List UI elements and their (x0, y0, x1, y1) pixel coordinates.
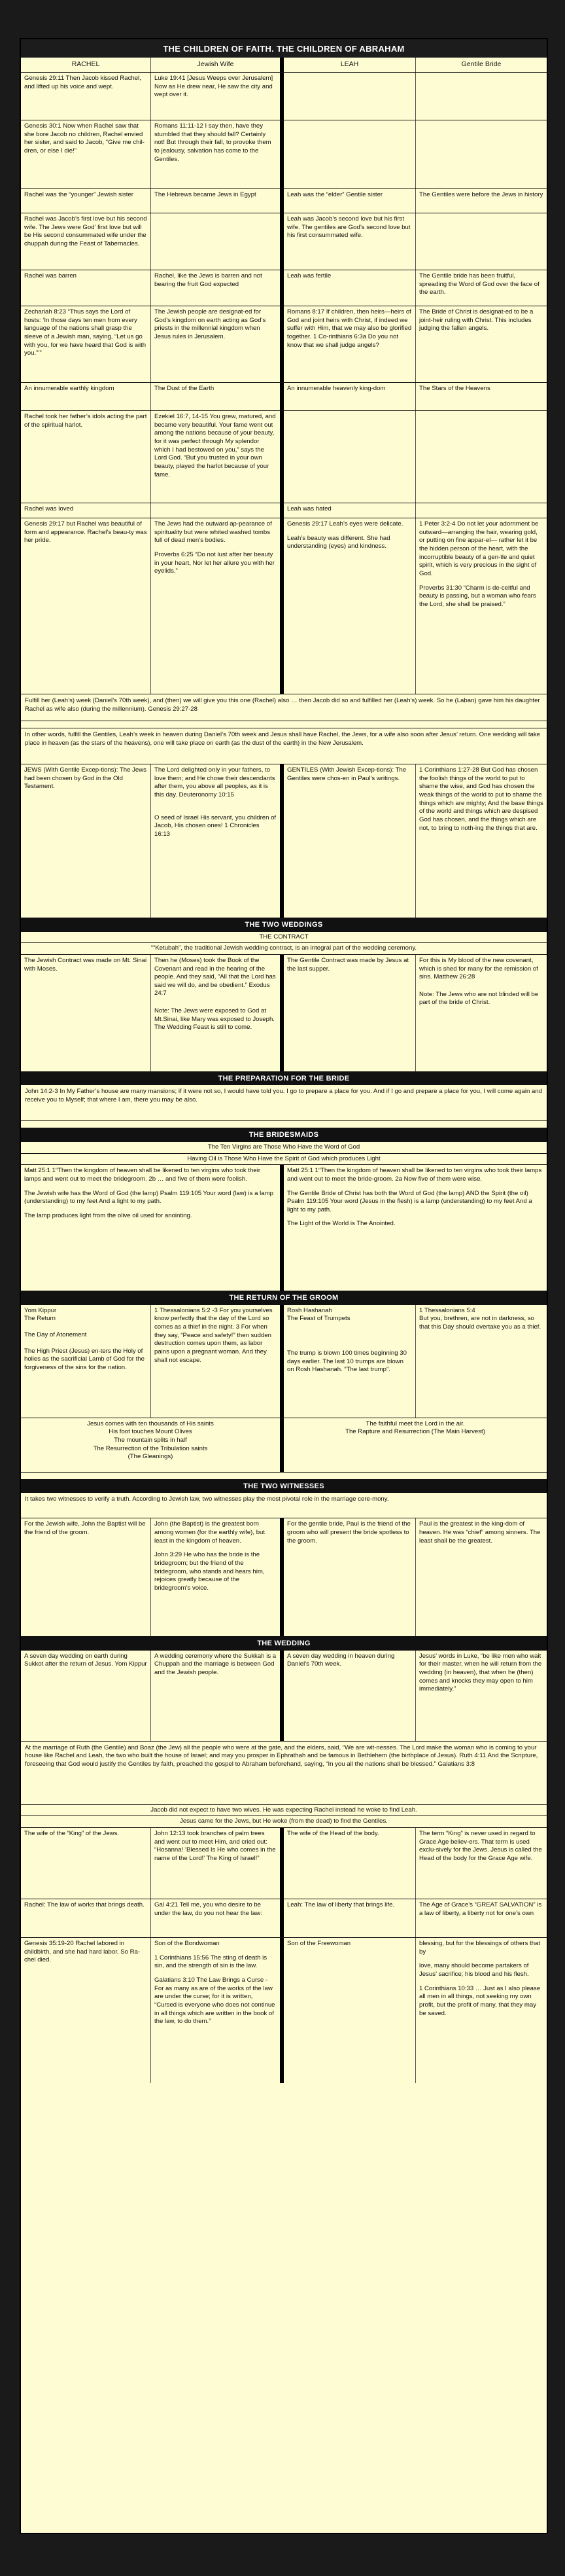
rachel-died: Genesis 35:19-20 Rachel labored in childbirth, and she had hard labor. So Ra-chel died. (24, 1940, 141, 1964)
leah-cell: Leah was fertile (287, 272, 332, 280)
heaven-wedding: A seven day wedding in heaven during Daniel’s 70th week. (287, 1652, 395, 1668)
rosh-hashanah-cell (284, 1305, 415, 1418)
return-lists-row (21, 1418, 547, 1473)
jewish-wife-cell: The Jewish people are designat-ed for God’s kingdom on earth acting as God’s priests in the millennial kingdom when Jesus rules in Jerusalem. (150, 306, 280, 382)
bridesmaids-row (21, 1165, 547, 1291)
jacob-two-wives: Jacob did not expect to have two wives. He was expecting Rachel instead he woke to find Leah. (21, 1805, 547, 1817)
gentile-bride-cell: The Bride of Christ is designat-ed to be a joint-heir ruling with Christ. This includes judging the fallen angels. (415, 306, 547, 382)
jewish-lamp-text: The Jewish wife has the Word of God (the lamp) Psalm 119:105 Your word (law) is a lamp (understanding) to my feet And a light to my path. (24, 1189, 273, 1206)
ketubah-text: ““Ketubah”, the traditional Jewish wedding contract, is an integral part of the wedding ceremony. (21, 943, 547, 955)
comparison-row (21, 270, 547, 306)
head-of-body: The wife of the Head of the body. (287, 1830, 379, 1838)
rachel-cell: An innumerable earthly kingdom (24, 385, 114, 393)
comparison-row (21, 503, 547, 518)
comparison-row (21, 306, 547, 383)
sinai-note: Note: The Jews were exposed to God at Mt.Sinai, like Mary was exposed to Joseph. The Wedding Feast is still to come. (154, 1007, 275, 1031)
foolish-virgins (21, 1165, 280, 1291)
header-gentile-bride: Gentile Bride (415, 58, 547, 72)
having-oil-text: Having Oil is Those Who Have the Spirit of God which produces Light (21, 1154, 547, 1166)
jewish-wife-cell (150, 503, 280, 518)
bondwoman-cell (150, 1938, 280, 2083)
high-priest-text: The High Priest (Jesus) en-ters the Holy of holies as the sacrificial Lamb of God for the forgiveness of the sins for the nation. (24, 1347, 145, 1371)
rapture-main-harvest: The Rapture and Resurrection (The Main Harvest) (345, 1428, 485, 1436)
rachel-cell: Genesis 30:1 Now when Rachel saw that she bore Jacob no children, Rachel envied her sister, and said to Jacob, “Give me chil-dren, or else I die!” (24, 122, 145, 154)
witnesses-band: THE TWO WITNESSES (21, 1480, 547, 1494)
thessalonians-5-4-cell (415, 1305, 547, 1418)
header-rachel: RACHEL (21, 58, 150, 72)
gentile-beauty (415, 518, 547, 694)
whited-tombs-text: The Jews had the outward ap-pearance of spirituality but were whited washed tombs full of dead men’s bodies. (154, 520, 272, 545)
paul-friend: For the gentile bride, Paul is the friend of the groom who will present the bride spotless to the groom. (287, 1520, 411, 1545)
preparation-band: THE PREPARATION FOR THE BRIDE (21, 1072, 547, 1086)
gentile-bride-cell (415, 411, 547, 503)
column-headers (21, 58, 547, 73)
gentile-lamp-text: The Gentile Bride of Christ has both the Word of God (the lamp) AND the Spirit (the oil) Psalm 119:105 Your word (Jesus in the flesh) is a lamp (understanding) to my feet And a light to my path. (287, 1189, 532, 1213)
comparison-rows (21, 73, 547, 518)
jewish-wife-cell: Rachel, like the Jews is barren and not bearing the fruit God expected (150, 270, 280, 306)
rachel-cell: Rachel was the “younger” Jewish sister (24, 191, 133, 199)
leah-cell (284, 120, 415, 188)
luke-wedding: Jesus’ words in Luke, “be like men who wait for their master, when he will return from the wedding (in heaven), that when he (then) comes and knocks they may open to him immediately.” (415, 1651, 547, 1741)
rachel-cell: Rachel was loved (24, 505, 74, 513)
leah-cell: An innumerable heavenly king-dom (287, 385, 386, 393)
law-row (21, 1899, 547, 1938)
thessalonians-5-4: 1 Thessalonians 5:4 (419, 1306, 475, 1314)
king-term: The term “King” is never used in regard to Grace Age believ-ers. That term is used exclu-sively for the Jews. Jesus is called the Head of the body for the Grace Age wife. (415, 1828, 547, 1899)
ruth-boaz-text: At the marriage of Ruth (the Gentile) and Boaz (the Jew) all the people who were at the gate, and the elders, said, “We are wit-nesses. The Lord make the woman who is coming to your house like Rachel and Leah, the two who built the house of Israel; and may you prosper in Ephrathah and be famous in Bethlehem (the birthplace of Jesus). Ruth 4:11 And the Scripture, foreseeing that God would justify the Gentiles by faith, preached the gospel to Abraham beforehand, saying, “In you all the nations shall be blessed.” Galatians 3:8 (25, 1744, 538, 1768)
feast-of-trumpets: The Feast of Trumpets (287, 1315, 351, 1323)
gentile-bride-cell: The Gentiles were before the Jews in history (415, 189, 547, 213)
leah-cell: Leah was the “elder” Gentile sister (287, 191, 383, 199)
gentile-bride-cell: The Gentile bride has been fruitful, spreading the Word of God over the face of the earth. (415, 270, 547, 306)
matt-25-wise: Matt 25:1 1“Then the kingdom of heaven shall be likened to ten virgins who took their lamps and went out to meet the bride-groom. 2a Now five of them were wise. (287, 1167, 542, 1183)
gentile-exception: 1 Corinthians 1:27-28 But God has chosen the foolish things of the world to put to shame the wise, and God has chosen the weak things of the world to put to shame the things which are mighty; And the base things of the world and things which are despised God has chosen, and the things which are not, to bring to noth-ing the things that are. (415, 764, 547, 918)
thessalonians-5-2: 1 Thessalonians 5:2 -3 For you yourselves know perfectly that the day of the Lord so comes as a thief in the night. 3 For when they say, “Peace and safety!” then sudden destruction comes upon them, as labor pains upon a pregnant woman. And they shall not escape. (150, 1305, 280, 1418)
matt-25-foolish: Matt 25:1 1“Then the kingdom of heaven shall be likened to ten virgins who took their lamps and went out to meet the bridegroom. 2b … and five of them were foolish. (24, 1167, 261, 1183)
ruth-boaz-row (21, 1742, 547, 1805)
fulfill-week-row (21, 694, 547, 721)
page-title: THE CHILDREN OF FAITH. THE CHILDREN OF ABRAHAM (21, 39, 547, 58)
chronicles-text: O seed of Israel His servant, you children of Jacob, His chosen ones! 1 Chronicles 16:13 (154, 814, 277, 838)
gal-4-21: Gal 4:21 Tell me, you who desire to be under the law, do you not hear the law: (150, 1899, 280, 1937)
cor-10-33: 1 Corinthians 10:33 … Just as I also please all men in all things, not seeking my own profit, but the profit of many, that they may be saved. (419, 1984, 541, 2017)
gentile-bride-cell: The Stars of the Heavens (415, 383, 547, 410)
john-3-29-text: John 3:29 He who has the bride is the bridegroom; but the friend of the bridegroom, who stands and hears him, rejoices greatly because of the bridegroom’s voice. (154, 1551, 265, 1592)
proverbs-31-text: Proverbs 31:30 “Charm is de-ceitful and beauty is passing, but a woman who fears the Lord, she shall be praised.” (419, 584, 536, 608)
ten-virgins-text: The Ten Virgins are Those Who Have the Word of God (21, 1142, 547, 1154)
john-14-text: John 14:2-3 In My Father’s house are many mansions; if it were not so, I would have told you. I go to prepare a place for you. And if I go and prepare a place for you, I will come again and receive you to Myself; that where I am, there you may be also. (25, 1088, 543, 1104)
john-12-13: John 12:13 took branches of palm trees and went out to meet Him, and cried out: “Hosanna! ‘Blessed Is He who comes in the name of the Lord!’ The King of Israel!” (150, 1828, 280, 1899)
comparison-row (21, 120, 547, 189)
deuteronomy-text: The Lord delighted only in your fathers, to love them; and He chose their descendants after them, you above all peoples, as it is this day. Deuteronomy 10:15 (154, 766, 275, 798)
the-return: The Return (24, 1315, 56, 1323)
rachel-beauty-text: Genesis 29:17 but Rachel was beautiful of form and appearance. Rachel’s beau-ty was her pride. (24, 520, 147, 545)
jewish-contract (150, 955, 280, 1071)
header-leah: LEAH (284, 58, 415, 72)
blessing-text: blessing, but for the blessings of others that by (419, 1940, 541, 1956)
gentile-bride-cell (415, 213, 547, 270)
jewish-wife-cell: Luke 19:41 [Jesus Weeps over Jerusalem] Now as He drew near, He saw the city and wept over it. (150, 73, 280, 120)
leah-eyes-text: Genesis 29:17 Leah’s eyes were delicate. (287, 520, 403, 528)
proverbs-6-25-text: Proverbs 6:25 “Do not lust after her beauty in your heart, Nor let her allure you with her eyelids.” (154, 550, 275, 575)
john-baptist-cell (150, 1518, 280, 1636)
contract-heading: THE CONTRACT (21, 932, 547, 944)
gentile-bride-cell (415, 503, 547, 518)
jewish-wife-cell (150, 213, 280, 270)
preparation-row (21, 1085, 547, 1121)
exodus-text: Then he (Moses) took the Book of the Covenant and read in the hearing of the people. And they said, “All that the Lord has said we will do, and be obedient.” Exodus 24:7 (154, 956, 276, 997)
rachel-cell: Rachel was barren (24, 272, 77, 280)
rachel-cell: Zechariah 8:23 “Thus says the Lord of hosts: ‘In those days ten men from every language of the nations shall grasp the sleeve of a Jewish man, saying, “Let us go with you, for we have heard that God is with you.”’” (24, 308, 146, 357)
groom-row (21, 1305, 547, 1418)
day-of-atonement: The Day of Atonement (24, 1331, 87, 1339)
law-of-works: Rachel: The law of works that brings death. (24, 1901, 145, 1909)
beauty-row (21, 518, 547, 694)
rapture-list (284, 1418, 547, 1472)
gleanings: (The Gleanings) (128, 1453, 173, 1461)
jewish-wife-cell: Ezekiel 16:7, 14-15 You grew, matured, and became very beautiful. Your fame went out among the nations because of your beauty, for it was perfect through My splendor which I had bestowed on you,” says the Lord God. “But you trusted in your own beauty, played the harlot because of your fame. (150, 411, 280, 503)
rachel-contract: The Jewish Contract was made on Mt. Sinai with Moses. (24, 956, 147, 973)
leah-contract: The Gentile Contract was made by Jesus at the last supper. (287, 956, 409, 973)
king-of-jews: The wife of the “King” of the Jews. (24, 1830, 120, 1838)
comparison-row (21, 383, 547, 411)
rachel-cell: Rachel took her father’s idols acting the part of the spiritual harlot. (24, 413, 147, 429)
gentile-bride-cell (415, 73, 547, 120)
second-coming-list (21, 1418, 280, 1472)
jewish-exception (150, 764, 280, 918)
leah-cell (284, 73, 415, 120)
leah-cell: Leah was Jacob’s second love but his first wife. The gentiles are God’s second love but his first consummated wife. (287, 215, 411, 240)
jewish-wife-cell: The Dust of the Earth (150, 383, 280, 410)
other-words-text: In other words, fulfill the Gentiles, Leah’s week in heaven during Daniel’s 70th week and Jesus shall have Rachel, the Jews, for a wife also soon after Jesus’ return. One wedding will take place in heaven (as the stars of the heavens), one will take place on earth (as the dust of the earth) in the New Jerusalem. (25, 731, 541, 747)
leah-beauty (284, 518, 415, 694)
not-in-darkness-text: But you, brethren, are not in darkness, so that this Day should overtake you as a thief. (419, 1315, 541, 1331)
leah-exception: GENTILES (With Jewish Excep-tions): The Gentiles were chos-en in Paul’s writings. (287, 766, 407, 782)
contract-row (21, 955, 547, 1072)
son-of-bondwoman: Son of the Bondwoman (154, 1940, 220, 1948)
great-salvation: The Age of Grace’s “GREAT SALVATION” is a law of liberty, a liberty not for one’s own (415, 1899, 547, 1937)
header-jewish-wife: Jewish Wife (150, 58, 280, 72)
bondwoman-row (21, 1938, 547, 2083)
comparison-row (21, 213, 547, 270)
mountain-splits: The mountain splits in half (114, 1437, 187, 1444)
gentile-bride-cell (415, 120, 547, 188)
tribulation-resurrection: The Resurrection of the Tribulation saints (93, 1444, 208, 1452)
groom-band: THE RETURN OF THE GROOM (21, 1291, 547, 1305)
leah-cell (284, 411, 415, 503)
yom-kippur-cell (21, 1305, 150, 1418)
leah-cell: Romans 8:17 If children, then heirs—heirs of God and joint heirs with Christ, if indeed we suffer with Him, that we may also be glorified together. 1 Co-rinthians 6:3a Do you not know that we shall judge angels? (287, 308, 412, 349)
comparison-row (21, 73, 547, 120)
comparison-sheet (20, 38, 548, 2534)
gal-3-10: Galatians 3:10 The Law Brings a Curse - For as many as are of the works of the law are under the curse; for it is written, “Cursed is everyone who does not continue in all things which are written in the book of the law, to do them.” (154, 1977, 275, 2026)
ten-thousands-saints: Jesus comes with ten thousands of His saints (87, 1420, 214, 1427)
blinded-note: Note: The Jews who are not blinded will be part of the bride of Christ. (419, 990, 539, 1007)
jewish-wife-cell: The Hebrews became Jews in Egypt (150, 189, 280, 213)
last-trump-text: The trump is blown 100 times beginning 30 days earlier. The last 10 trumps are blown on Rosh Hashanah. “The last trump”. (287, 1350, 407, 1374)
peter-3-text: 1 Peter 3:2-4 Do not let your adornment be outward—arranging the hair, wearing gold, or putting on fine appar-el— rather let it be the hidden person of the heart, with the incorruptible beauty of a gen-tle and quiet spirit, which is very precious in the sight of God. (419, 520, 539, 577)
john-greatest-text: John (the Baptist) is the greatest born among women (for the earthly wife), but least in the kingdom of heaven. (154, 1520, 265, 1545)
witnesses-intro-row (21, 1493, 547, 1518)
witnesses-row (21, 1518, 547, 1637)
john-baptist-friend: For the Jewish wife, John the Baptist will be the friend of the groom. (24, 1520, 146, 1536)
lamp-oil-text: The lamp produces light from the olive oil used for anointing. (24, 1211, 192, 1219)
exceptions-row (21, 764, 547, 918)
king-row (21, 1828, 547, 1899)
light-of-world-text: The Light of the World is The Anointed. (287, 1220, 396, 1228)
mount-olives: His foot touches Mount Olives (109, 1428, 192, 1436)
jewish-wife-cell: Romans 11:11-12 I say then, have they stumbled that they should fall? Certainly not! But through their fall, to provoke them to jealousy, salvation has come to the Gentiles. (150, 120, 280, 188)
rachel-cell: Genesis 29:11 Then Jacob kissed Rachel, and lifted up his voice and wept. (24, 75, 141, 90)
matthew-26-text: For this is My blood of the new covenant, which is shed for many for the remission of sins. Matthew 26:28 (419, 956, 538, 981)
jewish-beauty (150, 518, 280, 694)
law-of-liberty: Leah: The law of liberty that brings life. (287, 1901, 395, 1909)
blessing-cell (415, 1938, 547, 2083)
rachel-beauty (21, 518, 150, 694)
paul-greatest: Paul is the greatest in the king-dom of heaven. He was “chief” among sinners. The least shall be the greatest. (415, 1518, 547, 1636)
rosh-hashanah: Rosh Hashanah (287, 1306, 332, 1314)
jesus-gentiles: Jesus came for the Jews, but He woke (from the dead) to find the Gentiles. (21, 1816, 547, 1828)
two-witnesses-text: It takes two witnesses to verify a truth. According to Jewish law, two witnesses play the most pivotal role in the marriage cere-mony. (25, 1495, 389, 1503)
gentile-contract (415, 955, 547, 1071)
partakers-text: love, many should become partakers of Jesus’ sacrifice; his blood and his flesh. (419, 1962, 529, 1978)
weddings-band: THE TWO WEDDINGS (21, 918, 547, 932)
bridesmaids-band: THE BRIDESMAIDS (21, 1128, 547, 1142)
sukkot-wedding: A seven day wedding on earth during Sukkot after the return of Jesus. Yom Kippur (24, 1652, 147, 1668)
leah-cell: Leah was hated (287, 505, 332, 513)
rachel-cell: Rachel was Jacob’s first love but his second wife. The Jews were God’ first love but will be His second consummated wife under the chuppah during the Feast of Tabernacles. (24, 215, 147, 247)
rachel-exception: JEWS (With Gentile Excep-tions): The Jews had been chosen by God in the Old Testament. (24, 766, 146, 791)
leah-beauty-text: Leah’s beauty was different. She had understanding (eyes) and kindness. (287, 534, 390, 550)
comparison-row (21, 189, 547, 213)
yom-kippur: Yom Kippur (24, 1306, 57, 1314)
comparison-row (21, 411, 547, 503)
fulfill-week-text: Fulfill her (Leah’s) week (Daniel’s 70th week), and (then) we will give you this one (Rachel) also … then Jacob did so and fulfilled her (Leah’s) week. So he (Laban) gave him his daughter Rachel as wife also (during the millennium). Genesis 29:27-28 (25, 697, 540, 713)
son-of-freewoman: Son of the Freewoman (287, 1940, 351, 1948)
wise-virgins (284, 1165, 547, 1291)
wedding-row (21, 1651, 547, 1742)
other-words-row (21, 728, 547, 764)
wedding-band: THE WEDDING (21, 1637, 547, 1651)
chuppah-wedding: A wedding ceremony where the Sukkah is a Chuppah and the marriage is between God and the Jewish people. (150, 1651, 280, 1741)
cor-15-56: 1 Corinthians 15:56 The sting of death is sin, and the strength of sin is the law. (154, 1954, 267, 1970)
meet-in-air: The faithful meet the Lord in the air. (366, 1420, 465, 1427)
